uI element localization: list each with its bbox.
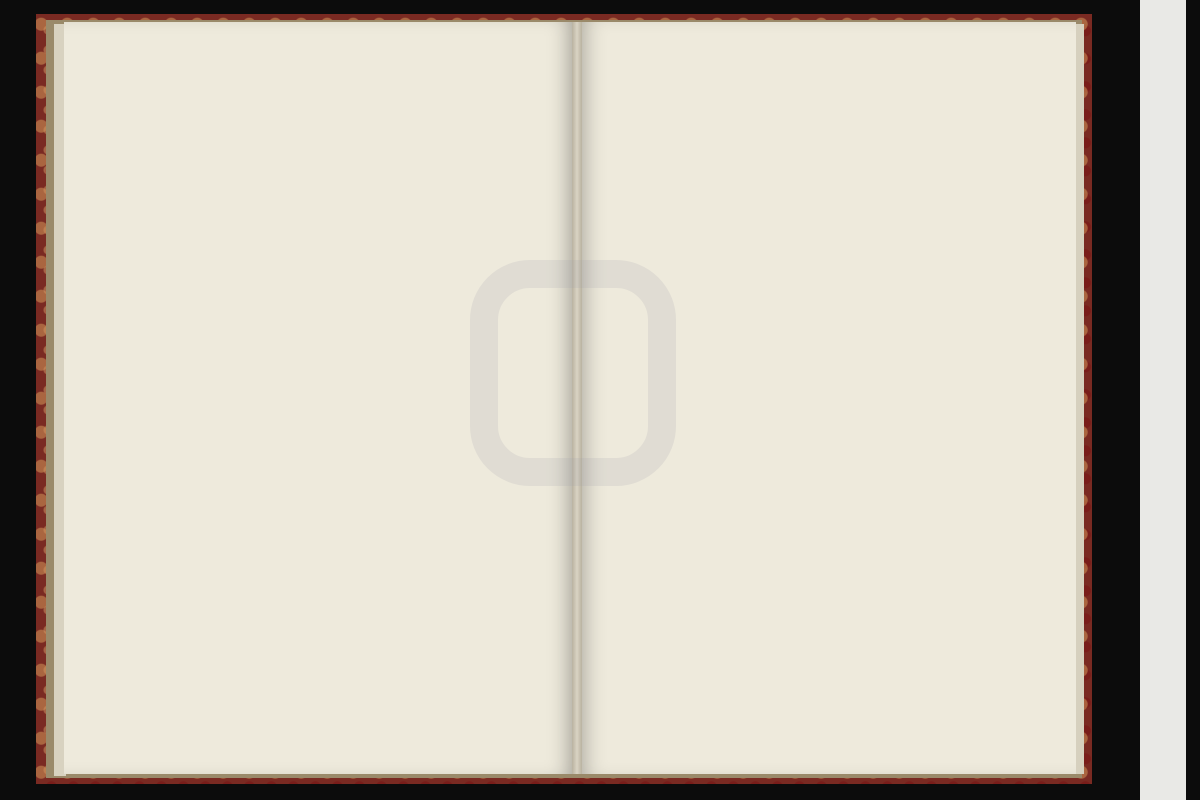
watermark-logo (470, 260, 676, 486)
measuring-ruler (1140, 0, 1186, 800)
